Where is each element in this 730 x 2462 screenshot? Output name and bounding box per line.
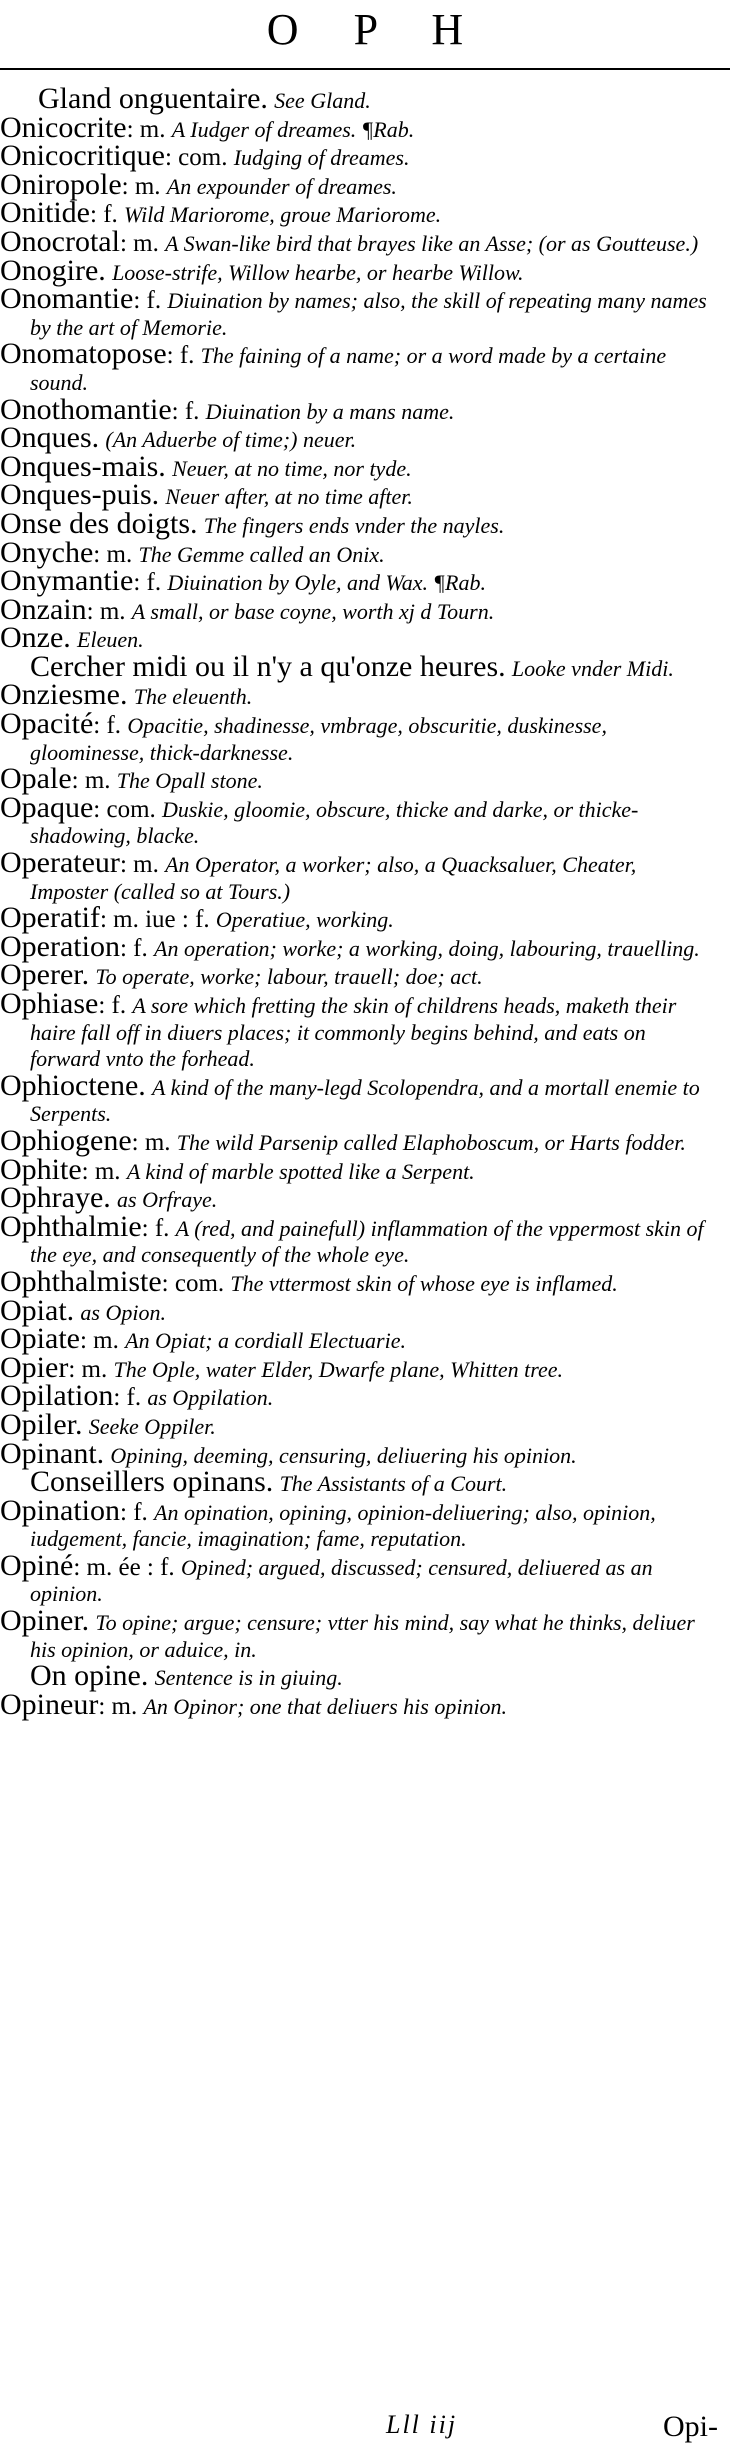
entry-grammar: : m. iue : f. bbox=[99, 906, 210, 934]
dictionary-entry bbox=[0, 1548, 718, 1608]
entry-definition: Opacitie, shadinesse, vmbrage, obscuritie, duskinesse, gloominesse, thick-darknesse. bbox=[30, 713, 607, 765]
entry-headword: Operer. bbox=[0, 958, 90, 992]
entry-definition: Loose-strife, Willow hearbe, or hearbe Willow. bbox=[112, 259, 524, 285]
entry-headword: Onziesme. bbox=[0, 678, 128, 712]
entry-headword: Operatif bbox=[0, 901, 100, 935]
running-head: O P H bbox=[266, 5, 486, 54]
entry-grammar: : m. bbox=[93, 540, 133, 568]
dictionary-entry bbox=[0, 224, 718, 258]
entry-definition: An operation; worke; a working, doing, labouring, trauelling. bbox=[154, 935, 700, 961]
entry-headword: Opineur bbox=[0, 1687, 99, 1721]
entry-definition: Diuination by names; also, the skill of repeating many names by the art of Memorie. bbox=[30, 288, 707, 340]
entry-headword: Ophite bbox=[0, 1152, 82, 1186]
entry-definition: To operate, worke; labour, trauell; doe; act. bbox=[95, 964, 483, 990]
entry-grammar: : m. bbox=[119, 229, 159, 257]
entry-definition: Opining, deeming, censuring, deliuering his opinion. bbox=[110, 1442, 577, 1468]
entry-headword: Opination bbox=[0, 1493, 120, 1527]
entry-headword: Ophiogene bbox=[0, 1123, 132, 1157]
entry-definition: Opined; argued, discussed; censured, deliuered as an opinion. bbox=[30, 1554, 653, 1607]
entry-definition: The eleuenth. bbox=[133, 684, 253, 710]
dictionary-entry bbox=[0, 1123, 718, 1157]
entry-grammar: : m. bbox=[98, 1692, 138, 1720]
entry-headword: Ophraye. bbox=[0, 1181, 111, 1215]
entry-grammar: : f. bbox=[141, 1214, 170, 1242]
entry-definition: Neuer, at no time, nor tyde. bbox=[172, 455, 412, 481]
dictionary-entry bbox=[0, 167, 718, 201]
page-header bbox=[0, 0, 730, 70]
entry-headword: On opine. bbox=[30, 1659, 149, 1693]
entry-headword: Operation bbox=[0, 929, 120, 963]
entry-definition: A Swan-like bird that brayes like an Asse; (or as Goutteuse.) bbox=[165, 230, 699, 256]
entry-headword: Onicocrite bbox=[0, 110, 127, 144]
entry-definition: Neuer after, at no time after. bbox=[165, 484, 413, 510]
entry-grammar: : f. bbox=[166, 342, 195, 370]
entry-grammar: : m. bbox=[86, 597, 126, 625]
dictionary-entry bbox=[0, 1209, 718, 1269]
entry-headword: Onomantie bbox=[0, 282, 134, 316]
entry-headword: Onques-mais. bbox=[0, 449, 166, 483]
entry-headword: Onicocritique bbox=[0, 139, 165, 173]
entry-headword: Opinant. bbox=[0, 1436, 105, 1470]
dictionary-entry bbox=[0, 846, 718, 905]
entry-grammar: : m. bbox=[68, 1355, 108, 1383]
entry-grammar: : f. bbox=[171, 397, 200, 425]
page-footer bbox=[0, 2410, 718, 2450]
dictionary-entry bbox=[0, 707, 718, 766]
entry-headword: Onogire. bbox=[0, 253, 106, 287]
dictionary-entry bbox=[0, 1264, 718, 1298]
entry-grammar: : f. bbox=[120, 1498, 148, 1526]
entry-definition: See Gland. bbox=[274, 88, 371, 113]
entry-definition: The vttermost skin of whose eye is inflamed. bbox=[230, 1270, 618, 1296]
entry-definition: The fingers ends vnder the nayles. bbox=[203, 512, 505, 538]
entry-headword: Opiate bbox=[0, 1322, 80, 1356]
dictionary-entry bbox=[0, 790, 718, 850]
entry-definition: The Gemme called an Onix. bbox=[138, 541, 385, 567]
entry-headword: Onzain bbox=[0, 592, 87, 626]
entry-grammar: : f. bbox=[133, 569, 162, 597]
entry-definition: A small, or base coyne, worth xj d Tourn. bbox=[131, 598, 495, 624]
dictionary-entry bbox=[0, 1407, 718, 1441]
entry-headword: Opiler. bbox=[0, 1407, 83, 1441]
entry-grammar: : com. bbox=[161, 1269, 225, 1297]
entry-definition: A kind of the many-legd Scolopendra, and a mortall enemie to Serpents. bbox=[30, 1074, 700, 1127]
entry-definition: Operatiue, working. bbox=[215, 907, 394, 933]
entry-headword: Opale bbox=[0, 762, 72, 796]
entry-headword: Opilation bbox=[0, 1379, 114, 1413]
entry-headword: Onitide bbox=[0, 196, 90, 230]
entry-headword: Opiné bbox=[0, 1548, 74, 1582]
entry-headword: Ophthalmie bbox=[0, 1209, 142, 1243]
entry-headword: Ophthalmiste bbox=[0, 1264, 162, 1298]
entry-grammar: : f. bbox=[93, 712, 122, 740]
entry-headword: Opier bbox=[0, 1350, 69, 1384]
entry-grammar: : m. bbox=[131, 1128, 171, 1156]
entry-grammar: : f. bbox=[119, 934, 148, 962]
entry-definition: To opine; argue; censure; vtter his mind, say what he thinks, deliuer his opinion, or aduice, in. bbox=[30, 1610, 695, 1662]
signature-mark: Lll iij bbox=[386, 2410, 458, 2439]
entry-headword: Onymantie bbox=[0, 564, 134, 598]
entry-grammar: : f. bbox=[90, 201, 118, 229]
entry-definition: Diuination by Oyle, and Wax. ¶Rab. bbox=[167, 570, 486, 596]
entry-headword: Cercher midi ou il n'y a qu'onze heures. bbox=[30, 649, 506, 683]
header-rule bbox=[0, 68, 730, 70]
entry-headword: Onques-puis. bbox=[0, 478, 160, 512]
entry-headword: Opacité bbox=[0, 707, 94, 741]
entry-headword: Onze. bbox=[0, 621, 71, 655]
entry-definition: A Iudger of dreames. ¶Rab. bbox=[171, 116, 415, 142]
entry-headword: Opiat. bbox=[0, 1293, 75, 1327]
dictionary-entry bbox=[0, 987, 718, 1073]
dictionary-entry bbox=[0, 1493, 718, 1553]
entry-headword: Opaque bbox=[0, 790, 94, 824]
entry-definition: The wild Parsenip called Elaphoboscum, or Harts fodder. bbox=[176, 1129, 686, 1155]
dictionary-entry bbox=[0, 506, 718, 540]
entry-definition: Diuination by a mans name. bbox=[205, 398, 455, 424]
entry-definition: Seeke Oppiler. bbox=[88, 1413, 216, 1439]
dictionary-entry bbox=[0, 392, 718, 426]
entry-headword: Opiner. bbox=[0, 1604, 90, 1638]
dictionary-entry bbox=[0, 678, 718, 712]
entry-headword: Oniropole bbox=[0, 167, 122, 201]
dictionary-entry bbox=[0, 929, 718, 963]
entry-headword: Onques. bbox=[0, 421, 100, 455]
dictionary-entry bbox=[0, 1604, 718, 1663]
entry-definition: The Opall stone. bbox=[116, 768, 263, 794]
entry-definition: Sentence is in giuing. bbox=[154, 1665, 343, 1691]
catchword: Opi- bbox=[663, 2410, 718, 2443]
entry-list bbox=[0, 82, 718, 1721]
entry-definition: An opination, opining, opinion-deliuering; also, opinion, iudgement, fancie, imagination; fame, reputation. bbox=[30, 1499, 656, 1552]
entry-definition: The Assistants of a Court. bbox=[279, 1471, 508, 1497]
entry-headword: Ophioctene. bbox=[0, 1068, 146, 1102]
entry-definition: The faining of a name; or a word made by a certaine sound. bbox=[30, 343, 667, 395]
dictionary-entry bbox=[0, 1322, 718, 1356]
entry-headword: Onyche bbox=[0, 535, 94, 569]
entry-grammar: : com. bbox=[93, 795, 156, 823]
entry-definition: Iudging of dreames. bbox=[233, 145, 410, 171]
entry-definition: (An Aduerbe of time;) neuer. bbox=[105, 427, 357, 453]
dictionary-entry bbox=[0, 958, 718, 992]
entry-headword: Operateur bbox=[0, 846, 120, 880]
entry-definition: The Ople, water Elder, Dwarfe plane, Whitten tree. bbox=[113, 1356, 563, 1382]
entry-definition: An Opiat; a cordiall Electuarie. bbox=[125, 1328, 406, 1354]
entry-definition: as Orfraye. bbox=[117, 1187, 218, 1213]
entry-definition: Eleuen. bbox=[77, 627, 144, 653]
dictionary-entry bbox=[0, 1687, 718, 1721]
entry-definition: Duskie, gloomie, obscure, thicke and darke, or thicke-shadowing, blacke. bbox=[30, 796, 639, 849]
entry-definition: A sore which fretting the skin of childrens heads, maketh their haire fall off in diuers places; it commonly begins behind, and eats on forward vnto the forhead. bbox=[30, 993, 677, 1072]
entry-grammar: : f. bbox=[98, 992, 127, 1019]
entry-definition: A kind of marble spotted like a Serpent. bbox=[126, 1158, 475, 1184]
entry-definition: An expounder of dreames. bbox=[166, 173, 397, 199]
dictionary-entry bbox=[0, 1293, 718, 1327]
dictionary-entry bbox=[0, 1659, 718, 1693]
entry-headword: Onomatopose bbox=[0, 337, 167, 371]
entry-definition: A (red, and painefull) inflammation of the vppermost skin of the eye, and consequently of the whole eye. bbox=[30, 1215, 704, 1268]
dictionary-entry bbox=[0, 282, 718, 341]
entry-headword: Onothomantie bbox=[0, 392, 172, 426]
dictionary-entry bbox=[0, 337, 718, 396]
entry-headword: Onocrotal bbox=[0, 224, 120, 258]
entry-grammar: : m. bbox=[121, 172, 161, 200]
dictionary-entry bbox=[0, 564, 718, 598]
entry-grammar: : m. bbox=[119, 851, 159, 879]
dictionary-entry bbox=[0, 1379, 718, 1413]
entry-grammar: : m. bbox=[79, 1327, 119, 1355]
entry-definition: as Opion. bbox=[80, 1299, 166, 1325]
entry-grammar: : f. bbox=[113, 1384, 142, 1412]
entry-grammar: : m. bbox=[81, 1157, 121, 1185]
entry-grammar: : com. bbox=[164, 144, 228, 172]
entry-grammar: : m. bbox=[126, 115, 166, 143]
entry-grammar: : m. bbox=[71, 767, 111, 795]
entry-grammar: : m. ée : f. bbox=[73, 1553, 175, 1581]
entry-definition: as Oppilation. bbox=[147, 1385, 274, 1411]
entry-headword: Gland onguentaire. bbox=[38, 82, 268, 115]
dictionary-entry bbox=[0, 762, 718, 796]
entry-grammar: : f. bbox=[133, 287, 162, 315]
dictionary-entry bbox=[0, 1068, 718, 1128]
entry-headword: Onse des doigts. bbox=[0, 506, 198, 540]
entry-headword: Conseillers opinans. bbox=[30, 1465, 274, 1499]
entry-definition: An Opinor; one that deliuers his opinion. bbox=[143, 1693, 508, 1719]
entry-definition: An Operator, a worker; also, a Quacksaluer, Cheater, Imposter (called so at Tours.) bbox=[30, 852, 637, 904]
entry-definition: Wild Mariorome, groue Mariorome. bbox=[124, 202, 442, 228]
entry-headword: Ophiase bbox=[0, 987, 99, 1020]
dictionary-entry bbox=[0, 592, 718, 626]
entry-definition: Looke vnder Midi. bbox=[511, 655, 674, 681]
